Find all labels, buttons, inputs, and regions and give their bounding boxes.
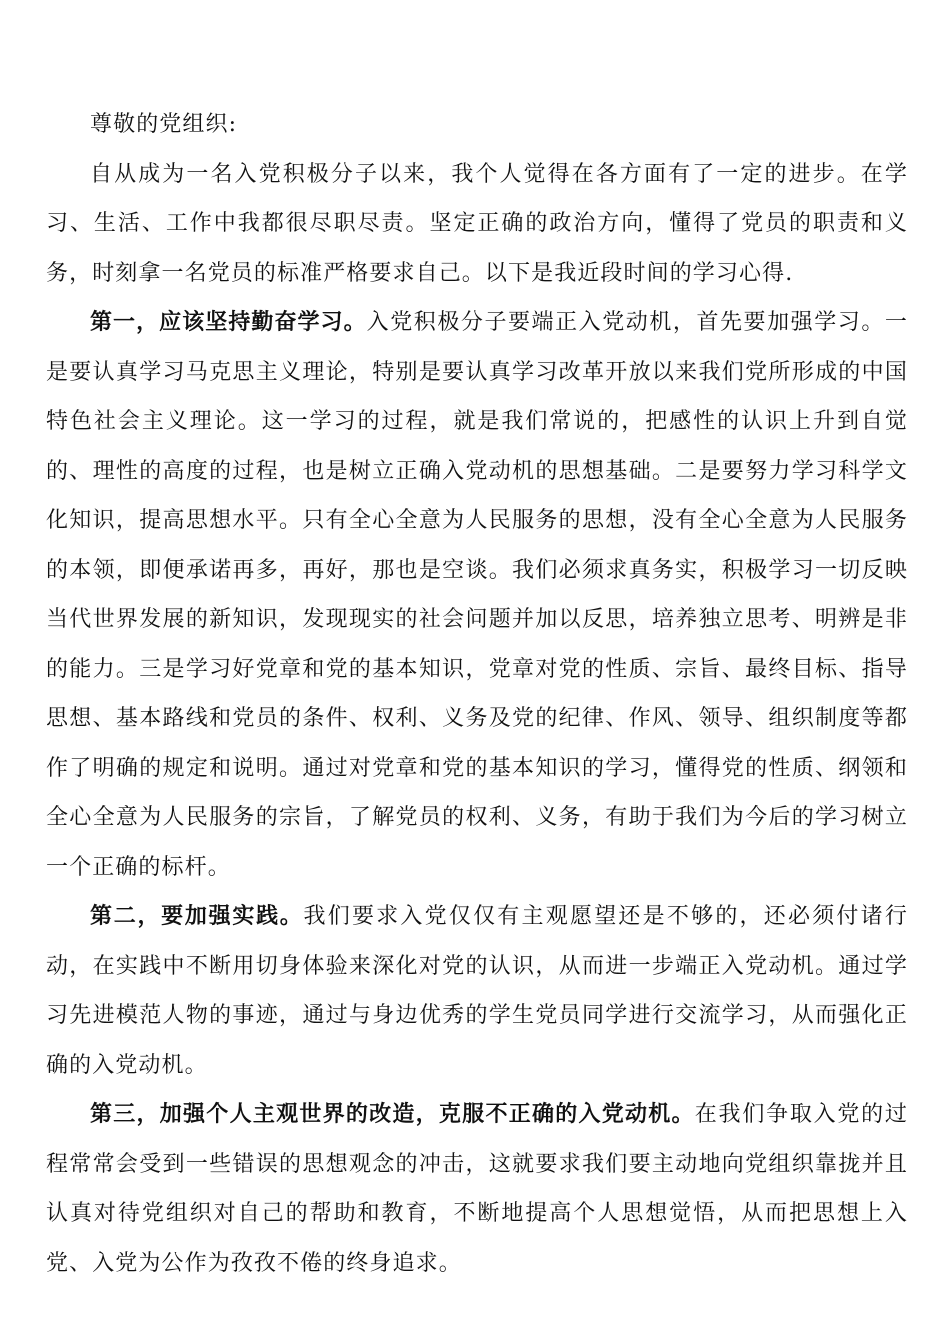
section-paragraph-1: [46, 298, 908, 892]
section-body-3: 在我们争取入党的过程常常会受到一些错误的思想观念的冲击，这就要求我们要主动地向党组织靠拢并且认真对待党组织对自己的帮助和教育，不断地提高个人思想觉悟，从而把思想上入党、入党为公作为孜孜不倦的终身追求。: [46, 1102, 908, 1276]
document-page: [46, 100, 908, 1288]
salutation: 尊敬的党组织:: [90, 112, 238, 137]
section-body-2: 我们要求入党仅仅有主观愿望还是不够的，还必须付诸行动，在实践中不断用切身体验来深化对党的认识，从而进一步端正入党动机。通过学习先进模范人物的事迹，通过与身边优秀的学生党员同学进行交流学习，从而强化正确的入党动机。: [46, 904, 908, 1078]
section-paragraph-2: [46, 892, 908, 1090]
section-paragraph-3: [46, 1090, 908, 1288]
section-heading-3: 第三，加强个人主观世界的改造，克服不正确的入党动机。: [90, 1102, 695, 1127]
section-heading-2: 第二，要加强实践。: [90, 904, 304, 929]
intro-paragraph: 自从成为一名入党积极分子以来，我个人觉得在各方面有了一定的进步。在学习、生活、工作中我都很尽职尽责。坚定正确的政治方向，懂得了党员的职责和义务，时刻拿一名党员的标准严格要求自己。以下是我近段时间的学习心得.: [46, 161, 908, 286]
section-heading-1: 第一，应该坚持勤奋学习。: [90, 310, 367, 335]
section-body-1: 入党积极分子要端正入党动机，首先要加强学习。一是要认真学习马克思主义理论，特别是要认真学习改革开放以来我们党所形成的中国特色社会主义理论。这一学习的过程，就是我们常说的，把感性的认识上升到自觉的、理性的高度的过程，也是树立正确入党动机的思想基础。二是要努力学习科学文化知识，提高思想水平。只有全心全意为人民服务的思想，没有全心全意为人民服务的本领，即便承诺再多，再好，那也是空谈。我们必须求真务实，积极学习一切反映当代世界发展的新知识，发现现实的社会问题并加以反思，培养独立思考、明辨是非的能力。三是学习好党章和党的基本知识，党章对党的性质、宗旨、最终目标、指导思想、基本路线和党员的条件、权利、义务及党的纪律、作风、领导、组织制度等都作了明确的规定和说明。通过对党章和党的基本知识的学习，懂得党的性质、纲领和全心全意为人民服务的宗旨，了解党员的权利、义务，有助于我们为今后的学习树立一个正确的标杆。: [46, 310, 908, 880]
